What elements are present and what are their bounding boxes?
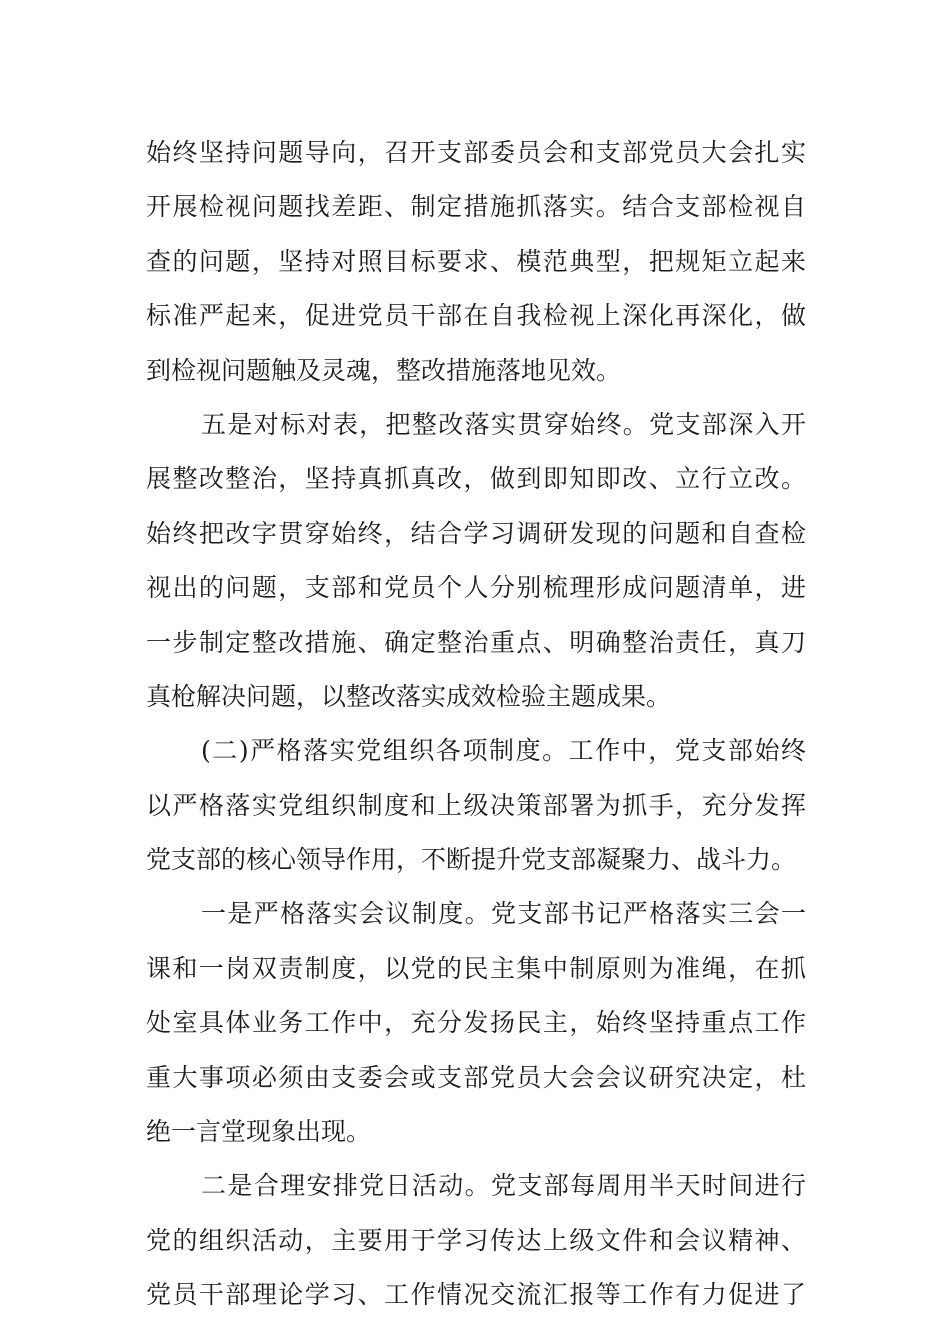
paragraph-party-day [146,1159,806,1322]
text-line: 党员干部理论学习、工作情况交流汇报等工作有力促进了 [146,1280,806,1310]
text-line: 一是严格落实会议制度。党支部书记严格落实三会一 [201,899,806,929]
text-line: 标准严起来，促进党员干部在自我检视上深化再深化，做 [146,301,806,331]
paragraph-continued [146,126,806,398]
text-line: 到检视问题触及灵魂，整改措施落地见效。 [146,355,622,385]
paragraph-rectification [146,398,806,724]
document-body [146,126,806,1323]
text-line: 开展检视问题找差距、制定措施抓落实。结合支部检视自 [146,192,806,222]
text-line: 查的问题，坚持对照目标要求、模范典型，把规矩立起来 [146,246,806,276]
text-line: 二是合理安排党日活动。党支部每周用半天时间进行 [201,1171,806,1201]
text-line: 党的组织活动，主要用于学习传达上级文件和会议精神、 [146,1225,806,1255]
paragraph-section-heading [146,724,806,887]
text-line: 绝一言堂现象出现。 [146,1117,372,1147]
text-line: 课和一岗双责制度，以党的民主集中制原则为准绳，在抓 [146,953,806,983]
text-line: 真枪解决问题，以整改落实成效检验主题成果。 [146,681,672,711]
text-line: 始终坚持问题导向，召开支部委员会和支部党员大会扎实 [146,138,806,167]
text-line: 五是对标对表，把整改落实贯穿始终。党支部深入开 [201,409,806,439]
text-line: 展整改整治，坚持真抓真改，做到即知即改、立行立改。 [146,464,806,494]
text-line: (二)严格落实党组织各项制度。工作中，党支部始终 [201,736,806,766]
paragraph-meeting-system [146,887,806,1159]
text-line: 视出的问题，支部和党员个人分别梳理形成问题清单，进 [146,573,806,603]
text-line: 处室具体业务工作中，充分发扬民主，始终坚持重点工作 [146,1008,806,1038]
text-line: 一步制定整改措施、确定整治重点、明确整治责任，真刀 [146,627,806,657]
text-line: 重大事项必须由支委会或支部党员大会会议研究决定，杜 [146,1062,806,1092]
text-line: 始终把改字贯穿始终，结合学习调研发现的问题和自查检 [146,518,806,548]
text-line: 以严格落实党组织制度和上级决策部署为抓手，充分发挥 [146,790,806,820]
text-line: 党支部的核心领导作用，不断提升党支部凝聚力、战斗力。 [146,845,797,875]
